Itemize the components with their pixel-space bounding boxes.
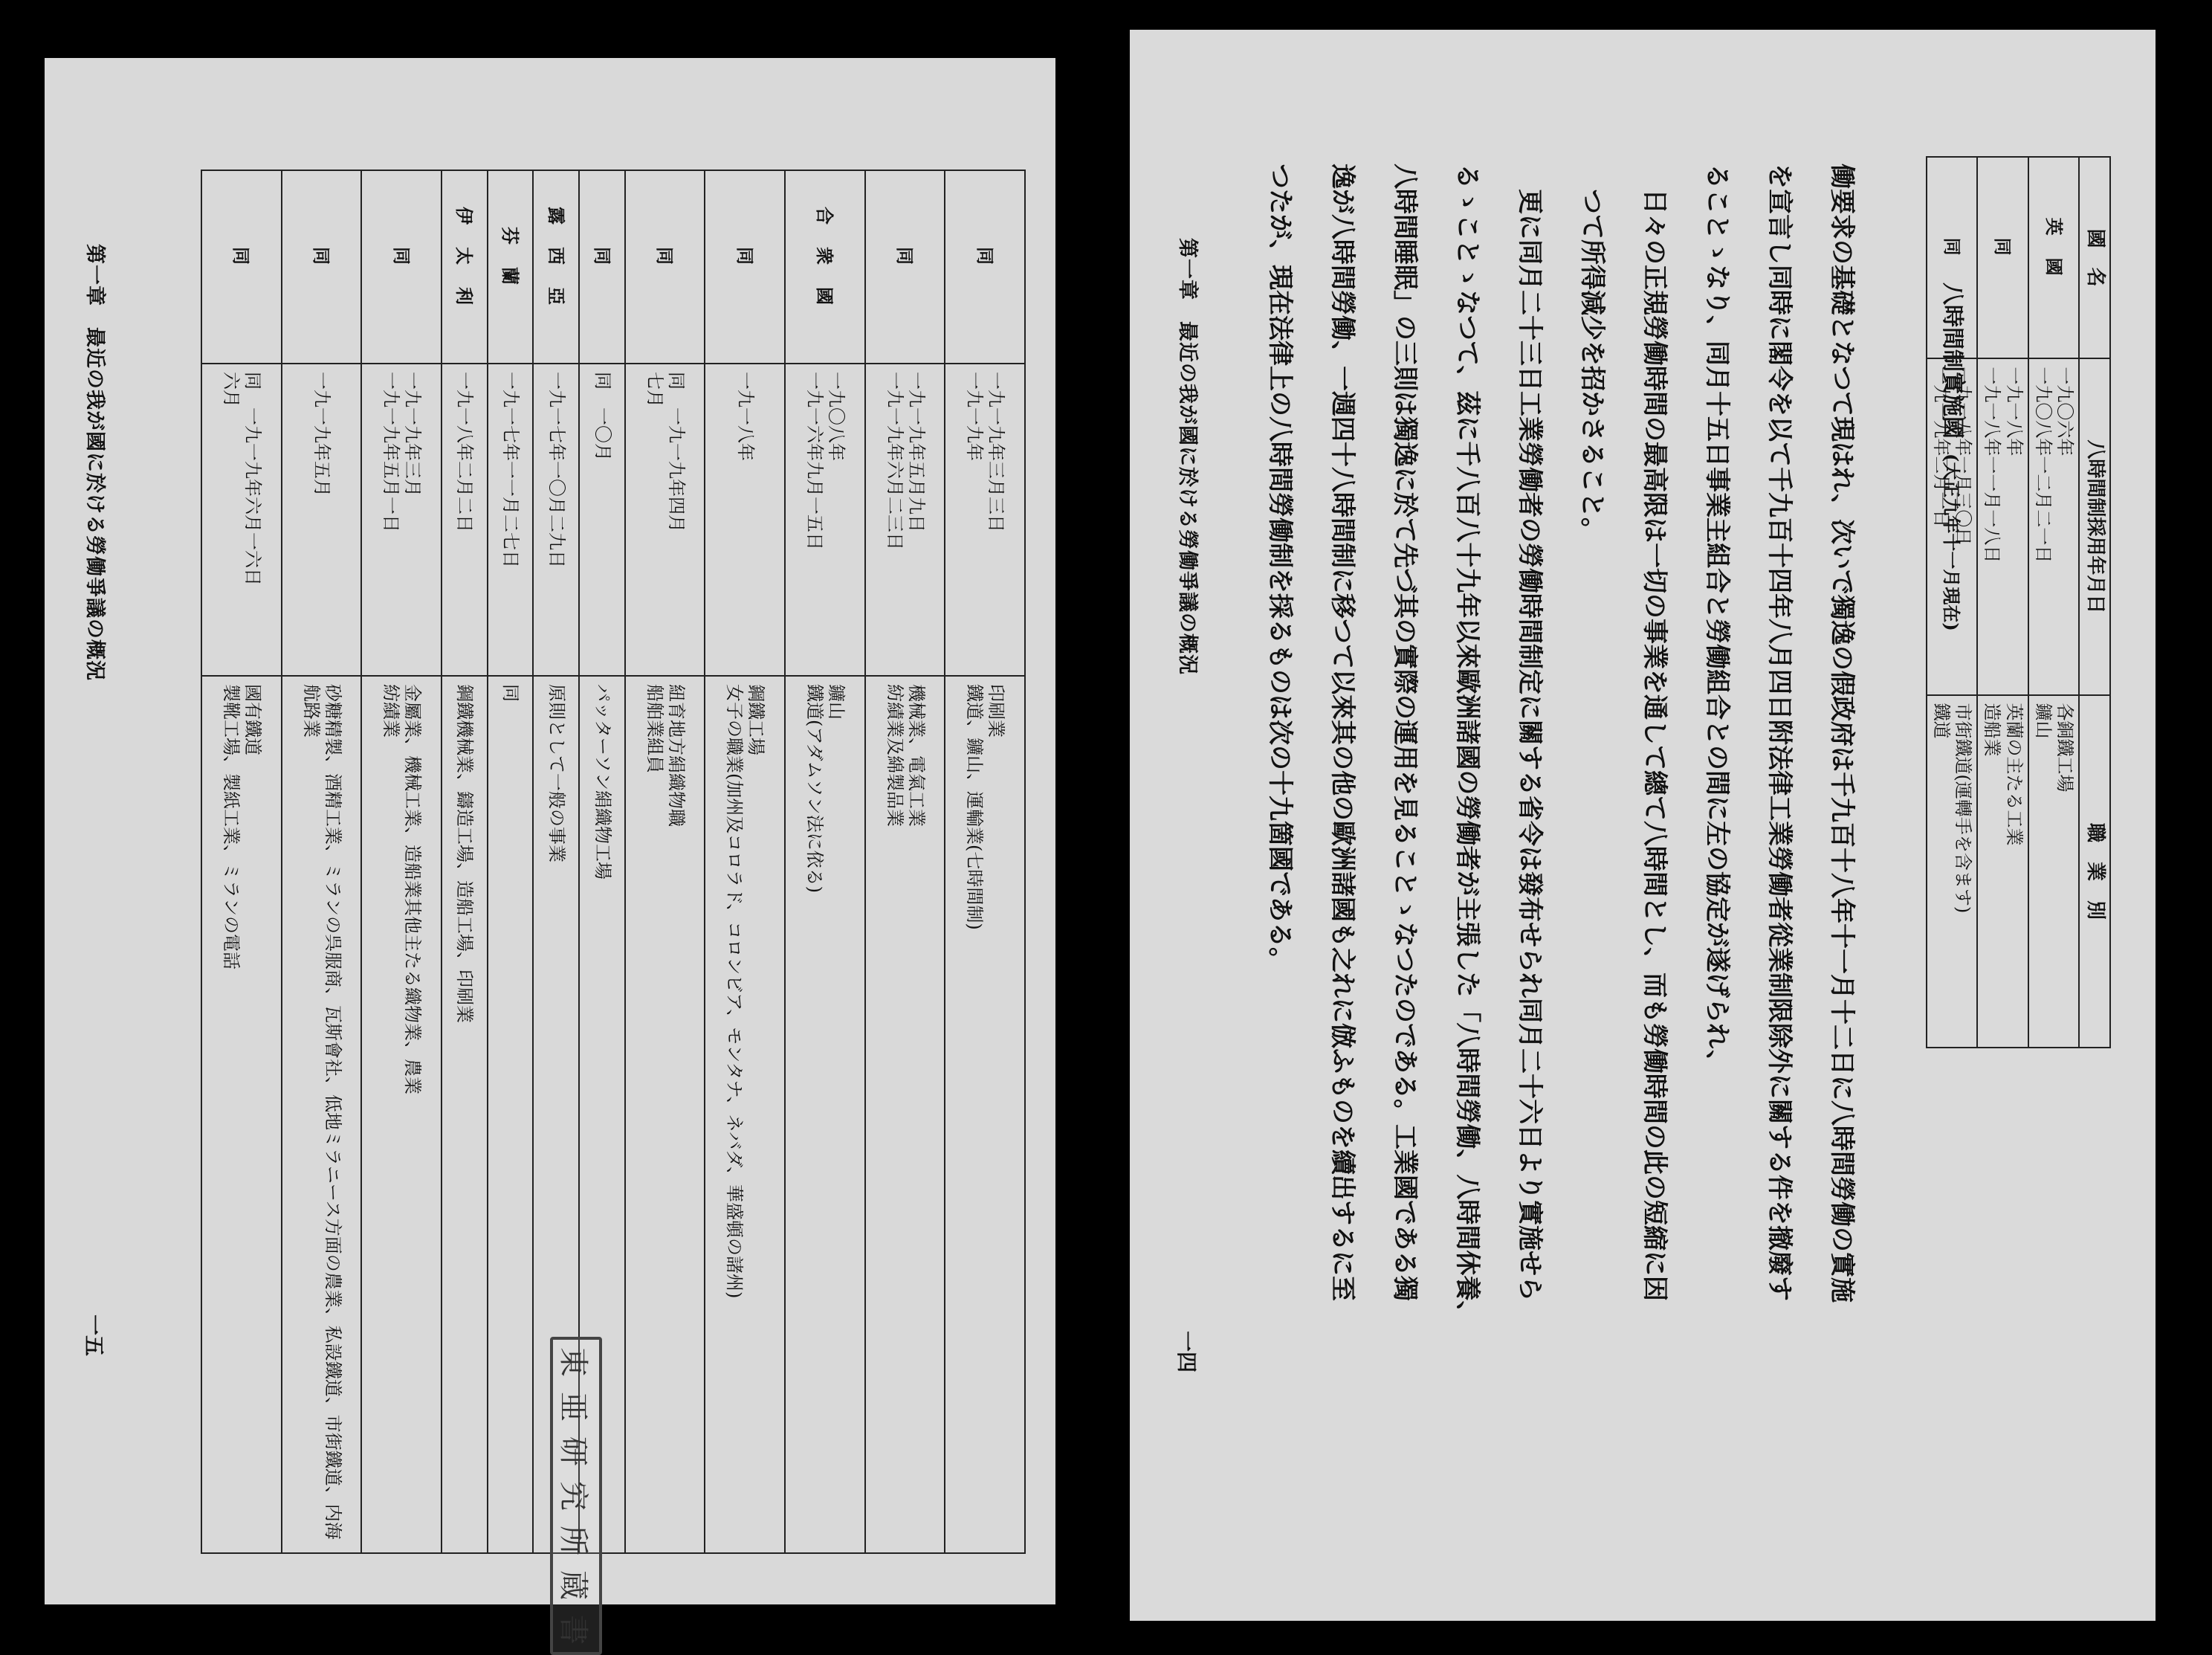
date-header: 八時間制採用年月日	[2079, 358, 2110, 694]
right-table-body	[1927, 157, 2110, 1367]
industry-cell: 鋼鐵機械業、鑄造工場、造船工場、印刷業	[442, 676, 488, 1553]
right-running-head: 第一章 最近の我が國に於ける勞働爭議の概況	[1176, 238, 1199, 675]
right-page	[1130, 30, 2156, 1621]
table-row	[488, 170, 534, 1553]
stamp-character: 研	[556, 1436, 591, 1466]
paragraph-line: を宣言し同時に閣令を以て千九百十四年八月四日附法律工業勞働者從業制限除外に關する件を撤廢す	[1765, 164, 1794, 1301]
table-row	[282, 170, 362, 1553]
right-eight-hour-table	[1926, 156, 2111, 1368]
country-cell: 同	[201, 170, 282, 364]
industry-cell: 國有鐵道 製靴工場、製紙工業、ミランの電話	[201, 676, 282, 1553]
left-eight-hour-table	[201, 170, 1026, 1554]
paragraph-line: つたが、現在法律上の八時間勞働制を採るものは次の十九箇國である。	[1265, 164, 1295, 972]
left-page-content	[45, 58, 1055, 1645]
industry-cell: 砂糖精製、酒精工業、ミランの呉服商、瓦斯會社、低地ミラニース方面の農業、私設鐵道、市街鐵道、内海航路業	[282, 676, 362, 1553]
country-cell: 同	[282, 170, 362, 364]
country-cell: 同	[945, 170, 1025, 364]
table-row	[201, 170, 282, 1553]
date-cell: 一九〇六年 一九〇八年一二月二一日	[2028, 358, 2080, 694]
date-cell: 一九一七年一〇月二九日	[533, 364, 579, 676]
table-row	[442, 170, 488, 1553]
stamp-character: 書	[556, 1615, 591, 1645]
table-row	[945, 170, 1025, 1553]
date-cell: 一九一九年三月 一九一九年五月一日	[361, 364, 442, 676]
industry-cell: 英蘭の主たる工業 造船業	[1977, 695, 2028, 1048]
paragraph-line: るゝことゝなつて、茲に千八百八十九年以來歐洲諸國の勞働者が主張した「八時間勞働、八時間休養、	[1452, 164, 1482, 1326]
table-row	[2028, 157, 2080, 1367]
industry-cell: 同	[488, 676, 534, 1553]
country-cell: 同	[625, 170, 705, 364]
date-cell: 同 一九一九年四月 七月	[625, 364, 705, 676]
table-caption-title: 八時間制實施國	[1939, 283, 1965, 439]
country-cell: 同	[579, 170, 625, 364]
industry-cell: 金屬業、機械工業、造船業其他主たる織物業、農業 紡績業	[361, 676, 442, 1553]
industry-cell: 鑛山 鐵道(アダムソン法に依る)	[785, 676, 865, 1553]
country-cell: 合衆國	[785, 170, 865, 364]
country-cell: 同	[705, 170, 785, 364]
left-table-body	[201, 170, 1025, 1553]
industry-cell: 市街鐵道(運轉手を含ます) 鐵道	[1927, 695, 1978, 1048]
country-cell: 芬蘭	[488, 170, 534, 364]
industry-cell: 鋼鐵工場 女子の職業(加州及コロラド、コロンビア、モンタナ、ネバダ、華盛頓の諸州)	[705, 676, 785, 1553]
industry-cell: 機械業、電氣工業 紡績業及綿製品業	[865, 676, 945, 1553]
table-caption-note: (大正九年十一月現在)	[1941, 454, 1962, 631]
date-cell: 一九一八年 一九一八年一一月一八日	[1977, 358, 2028, 694]
table-row	[625, 170, 705, 1553]
date-cell: 同 一九一九年六月一六日 六月	[201, 364, 282, 676]
industry-cell: 各銅鐵工場 鑛山	[2028, 695, 2080, 1048]
paragraph-line: 日々の正規勞働時間の最高限は一切の事業を通して總て八時間とし、而も勞働時間の此の短縮に因	[1640, 164, 1669, 1301]
country-header: 國 名	[2079, 157, 2110, 358]
country-cell: 露西亞	[533, 170, 579, 364]
date-cell: 一九〇八年 一九一六年九月一五日	[785, 364, 865, 676]
paragraph-line: 八時間睡眠」の三則は獨逸に於て先づ其の實際の運用を見ることゝなつたのである。工業國である獨	[1390, 164, 1420, 1301]
table-row	[705, 170, 785, 1553]
date-cell: 一九一八年	[705, 364, 785, 676]
stamp-character: 所	[556, 1526, 591, 1555]
left-running-head: 第一章 最近の我が國に於ける勞働爭議の概況	[83, 244, 106, 681]
table-row	[785, 170, 865, 1553]
paragraph-line: 逸が八時間勞働、一週四十八時間制に移つて以來其の他の歐洲諸國も之れに倣ふものを續出するに至	[1327, 164, 1357, 1301]
right-page-content	[1130, 30, 2156, 1621]
country-cell: 英國	[2028, 157, 2080, 358]
paragraph-line: ることゝなり、同月十五日事業主組合と勞働組合との間に左の協定が遂げられ、	[1702, 164, 1732, 1076]
body-paragraph	[1249, 164, 1873, 1326]
date-cell: 一九一八年二月二日	[442, 364, 488, 676]
stamp-character: 究	[556, 1481, 591, 1511]
table-row	[865, 170, 945, 1553]
paragraph-line: 働要求の基礎となつて現はれ、次いで獨逸の假政府は千九百十八年十一月十二日に八時間勞働の實施	[1827, 164, 1857, 1303]
library-stamp	[550, 1337, 602, 1655]
stamp-character: 蔵	[556, 1570, 591, 1600]
industry-cell: 印刷業 鐵道、鑛山、運輸業(七時間制)	[945, 676, 1025, 1553]
industry-cell: パッターソン絹織物工場	[579, 676, 625, 1553]
country-cell: 同	[865, 170, 945, 364]
country-cell: 同	[1977, 157, 2028, 358]
industry-header: 職 業 別	[2079, 695, 2110, 1048]
left-page	[45, 58, 1055, 1645]
country-cell: 同	[361, 170, 442, 364]
table-row	[1927, 157, 1978, 1367]
date-cell: 一九一九年五月	[282, 364, 362, 676]
table-row	[361, 170, 442, 1553]
paragraph-line: 更に同月二十三日工業勞働者の勞働時間制定に關する省令は發布せられ同月二十六日より實施せら	[1515, 164, 1545, 1301]
date-cell: 一九一八年一月三〇日 一九一九年二月一日	[1927, 358, 1978, 694]
stamp-character: 東	[556, 1347, 591, 1377]
table-header-row	[2079, 157, 2110, 1367]
country-cell: 同	[1927, 157, 1978, 358]
paragraph-line: つて所得減少を招かさること。	[1577, 164, 1607, 543]
industry-cell: 紐育地方絹織物職 船舶業組員	[625, 676, 705, 1553]
date-cell: 一九一七年一一月二七日	[488, 364, 534, 676]
date-cell: 一九一九年五月九日 一九一九年六月二三日	[865, 364, 945, 676]
country-cell: 伊太利	[442, 170, 488, 364]
right-page-number: 一四	[1174, 1331, 1199, 1373]
table-row	[1977, 157, 2028, 1367]
left-page-number: 一五	[82, 1314, 106, 1357]
industry-cell: 原則として一般の事業	[533, 676, 579, 1553]
date-cell: 一九一九年三月三日 一九一九年	[945, 364, 1025, 676]
date-cell: 同 一〇月	[579, 364, 625, 676]
stamp-character: 亜	[556, 1392, 591, 1422]
